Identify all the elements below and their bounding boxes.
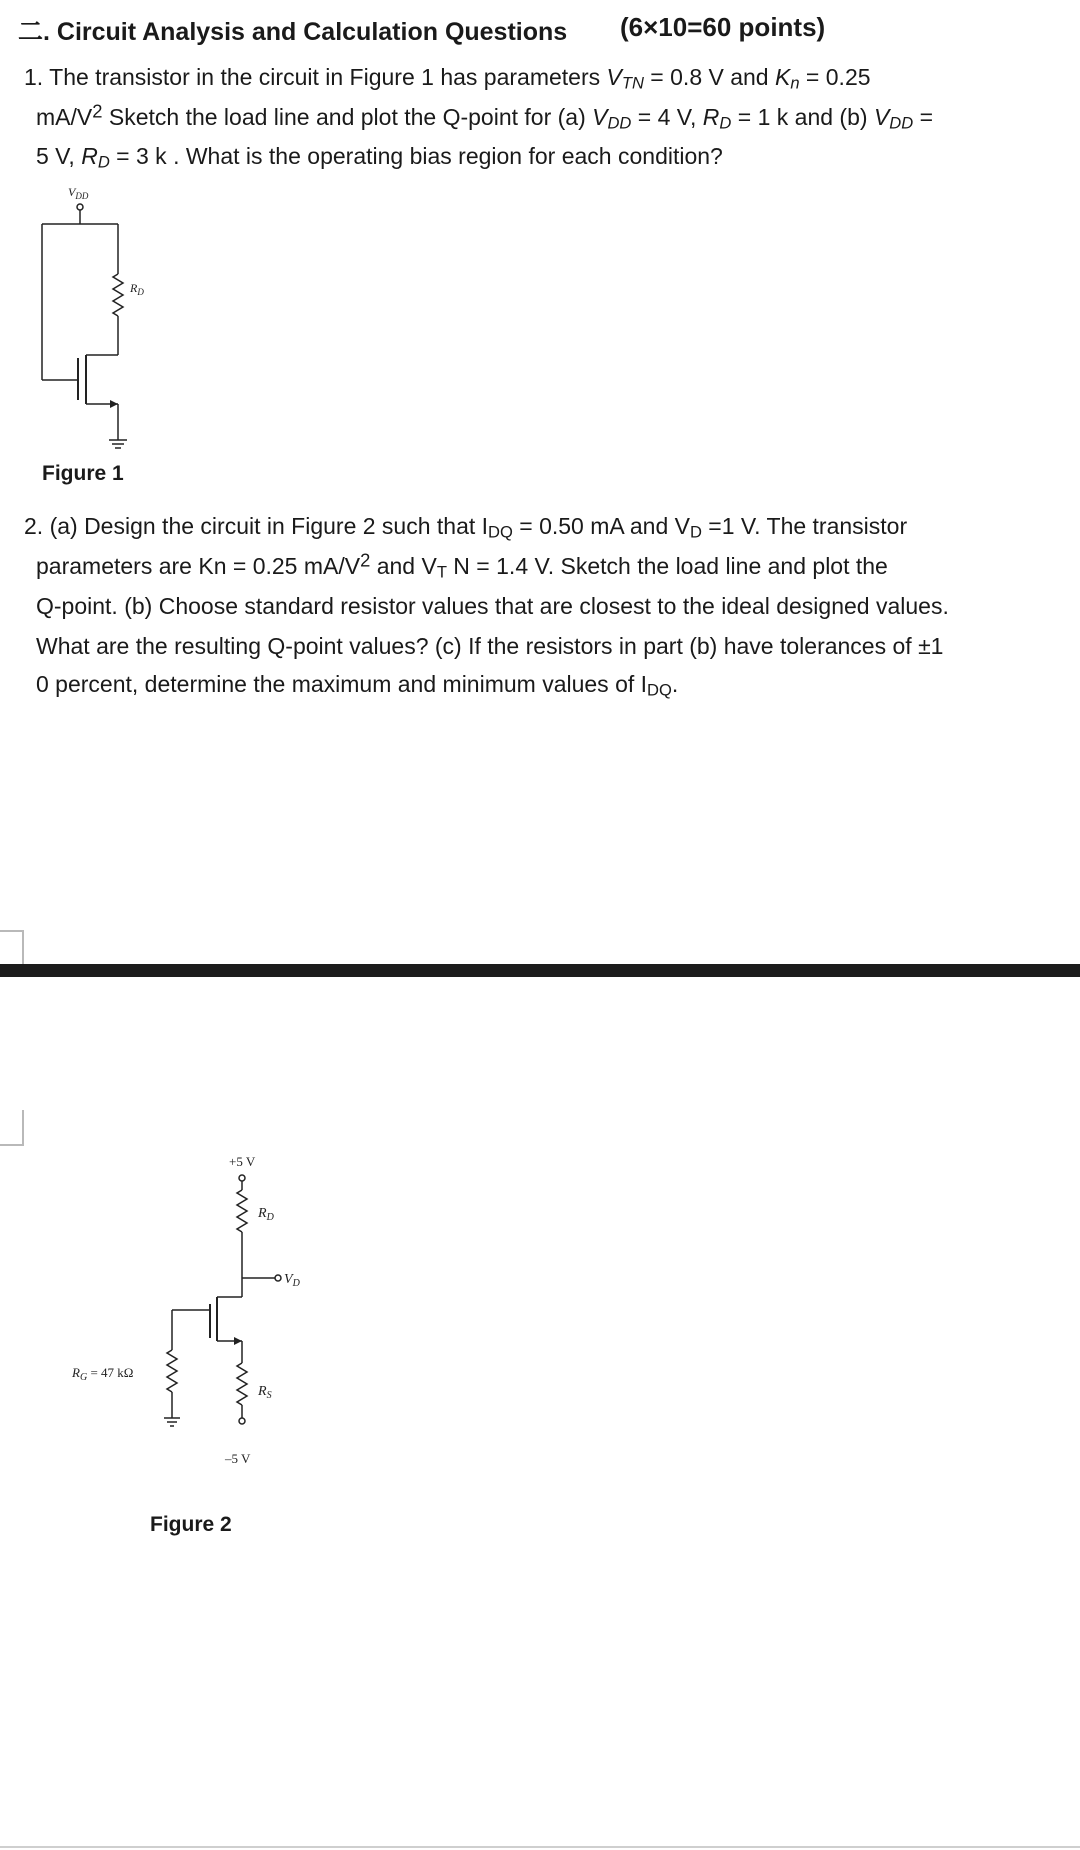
page-divider bbox=[0, 964, 1080, 977]
vpos-terminal bbox=[239, 1175, 245, 1181]
rg-resistor bbox=[167, 1350, 177, 1392]
q1-text: Sketch the load line and plot the Q-point for (a) bbox=[102, 104, 593, 130]
q2-text: and V bbox=[370, 553, 437, 579]
rd-resistor bbox=[113, 274, 123, 316]
q2-line-4: What are the resulting Q-point values? (c) If the resistors in part (b) have tolerances of ±1 bbox=[36, 633, 944, 659]
vdd-b-value: = bbox=[913, 104, 934, 130]
vneg-terminal bbox=[239, 1418, 245, 1424]
q2-text: =1 V. The transistor bbox=[701, 513, 908, 539]
vd-label: $V_D$ bbox=[284, 1272, 300, 1289]
q2-text: parameters are Kn = 0.25 mA/V bbox=[36, 553, 361, 579]
rd-label: $R_D$ bbox=[130, 281, 144, 297]
source-arrow bbox=[234, 1337, 242, 1345]
rd-a-subscript: D bbox=[719, 113, 732, 133]
section-points: (6×10=60 points) bbox=[620, 12, 826, 42]
page-corner-mark bbox=[0, 930, 24, 964]
rg-label: $R_G = 47$ kΩ bbox=[72, 1365, 134, 1383]
kn-unit-exponent: 2 bbox=[360, 549, 371, 571]
vdd-b-symbol: V bbox=[873, 104, 890, 130]
q2-line-5 bbox=[36, 664, 678, 711]
page-corner-mark bbox=[0, 1110, 24, 1146]
vdd-a-value: = 4 V, bbox=[631, 104, 703, 130]
q2-text: N = 1.4 V. Sketch the load line and plot the bbox=[446, 553, 888, 579]
vdd-a-symbol: V bbox=[592, 104, 608, 130]
vpos-label: +5 V bbox=[229, 1154, 256, 1169]
kn-unit: mA/V bbox=[36, 104, 93, 130]
rd-b-subscript: D bbox=[97, 152, 110, 172]
vtn-value: = 0.8 V and bbox=[643, 64, 775, 90]
rs-label: $R_S$ bbox=[258, 1384, 272, 1401]
q2-text: 0 percent, determine the maximum and minimum values of I bbox=[36, 671, 648, 697]
idq-subscript: DQ bbox=[647, 680, 672, 700]
vt-subscript: T bbox=[436, 562, 447, 582]
rd-label: $R_D$ bbox=[258, 1206, 274, 1223]
q1-text: 1. The transistor in the circuit in Figure 1 has parameters bbox=[24, 64, 607, 90]
rd-a-symbol: R bbox=[702, 104, 720, 130]
kn-subscript: n bbox=[790, 73, 800, 93]
vtn-subscript: TN bbox=[621, 73, 644, 93]
rd-b-value: = 3 k . What is the operating bias region for each condition? bbox=[109, 143, 723, 169]
q2-text: 2. (a) Design the circuit in Figure 2 such that I bbox=[24, 513, 489, 539]
q1-text: 5 V, bbox=[36, 143, 82, 169]
kn-value: = 0.25 bbox=[799, 64, 871, 90]
vdd-a-subscript: DD bbox=[607, 113, 632, 133]
vdd-terminal bbox=[77, 204, 83, 210]
section-heading: 二. Circuit Analysis and Calculation Questions bbox=[18, 18, 568, 46]
figure-1-circuit bbox=[30, 182, 170, 454]
vd-subscript: D bbox=[689, 522, 702, 542]
figure-2-caption: Figure 2 bbox=[150, 1513, 232, 1536]
vdd-label: $V_{DD}$ bbox=[68, 185, 89, 201]
rd-resistor bbox=[237, 1190, 247, 1232]
rd-b-symbol: R bbox=[81, 143, 98, 169]
vtn-symbol: V bbox=[606, 64, 622, 90]
q2-line-3: Q-point. (b) Choose standard resistor values that are closest to the ideal designed values. bbox=[36, 593, 949, 619]
q2-text: . bbox=[671, 671, 679, 697]
page-bottom-edge bbox=[0, 1846, 1080, 1848]
rs-resistor bbox=[237, 1363, 247, 1405]
q2-text: = 0.50 mA and V bbox=[512, 513, 690, 539]
source-arrow bbox=[110, 400, 118, 408]
vd-terminal bbox=[275, 1275, 281, 1281]
vdd-b-subscript: DD bbox=[889, 113, 914, 133]
q1-line-3 bbox=[36, 136, 723, 183]
kn-symbol: K bbox=[775, 64, 791, 90]
figure-2-circuit bbox=[60, 1150, 340, 1480]
idq-subscript: DQ bbox=[488, 522, 513, 542]
kn-unit-exponent: 2 bbox=[92, 100, 103, 122]
figure-1-caption: Figure 1 bbox=[42, 462, 124, 485]
vneg-label: –5 V bbox=[225, 1451, 251, 1466]
rd-a-value: = 1 k and (b) bbox=[731, 104, 874, 130]
